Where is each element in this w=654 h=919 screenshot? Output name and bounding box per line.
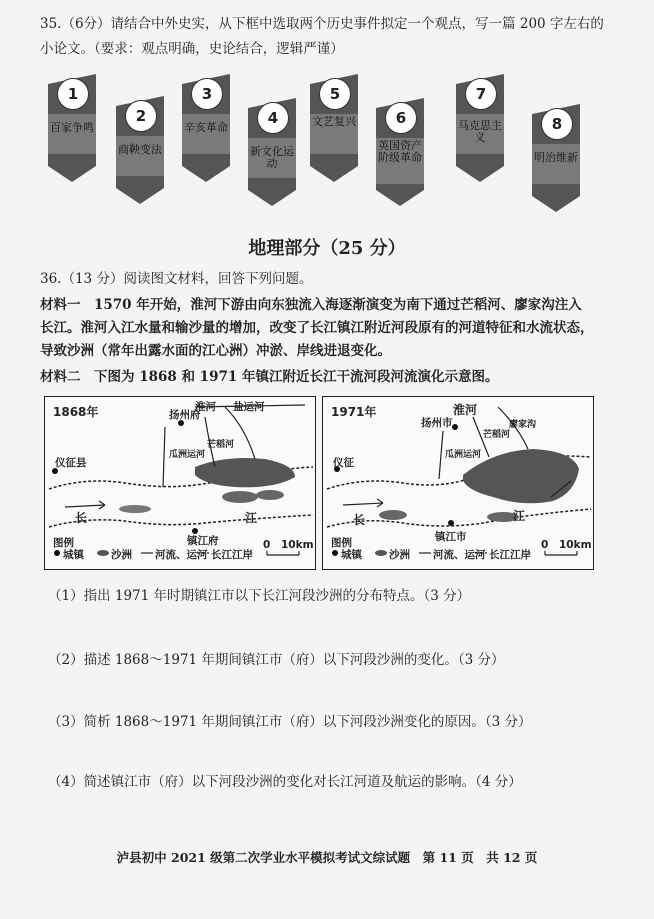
event-number: 1 [57, 78, 89, 110]
q35-line1: 35.（6分）请结合中外史实，从下框中选取两个历史事件拟定一个观点，写一篇 200 字左右的 [40, 16, 604, 32]
event-label: 明治维新 [534, 151, 578, 164]
question-1: （1）指出 1971 年时期镇江市以下长江河段沙洲的分布特点。（3 分） [48, 588, 471, 604]
label-mangdao: 芒稻河 [207, 440, 235, 450]
legend-city: 城镇 [341, 549, 362, 561]
event-tag-1 [44, 70, 100, 188]
section-title: 地理部分（25 分） [248, 238, 406, 259]
legend-river: 河流、运河 [155, 549, 208, 561]
label-chang: 长 [353, 513, 366, 527]
label-yangzhou: 扬州府 [169, 409, 201, 421]
event-tag-2 [112, 92, 168, 210]
legend-city: 城镇 [63, 549, 84, 561]
event-label: 文艺复兴 [312, 115, 356, 128]
material1-line1: 材料一 1570 年开始，淮河下游由向东独流入海逐渐演变为南下通过芒稻河、廖家沟注入 [40, 297, 582, 313]
question-4: （4）简述镇江市（府）以下河段沙洲的变化对长江河道及航运的影响。（4 分） [48, 774, 522, 790]
label-canal: 盐运河 [233, 401, 265, 413]
label-liaojia: 廖家沟 [509, 420, 537, 430]
event-tag-7 [452, 70, 508, 188]
label-jiang: 江 [245, 511, 258, 525]
scale-zero: 0 [541, 539, 549, 551]
event-label: 商鞅变法 [118, 143, 162, 156]
question-2: （2）描述 1868～1971 年期间镇江市（府）以下河段沙洲的变化。（3 分） [48, 652, 505, 668]
material1-line2: 长江。淮河入江水量和输沙量的增加，改变了长江镇江附近河段原有的河道特征和水流状态， [40, 320, 594, 336]
map-1868 [44, 396, 316, 570]
legend-bank: 长江江岸 [489, 549, 531, 561]
label-zhenjiang: 镇江府 [187, 535, 219, 547]
question-3: （3）简析 1868～1971 年期间镇江市（府）以下河段沙洲变化的原因。（3 分） [48, 714, 532, 730]
label-huaihe: 淮河 [453, 403, 478, 417]
legend-bank: 长江江岸 [211, 549, 253, 561]
q36-intro: 36.（13 分）阅读图文材料，回答下列问题。 [40, 271, 313, 287]
event-tag-4 [244, 94, 300, 212]
event-tag-5 [306, 70, 362, 188]
event-number: 7 [465, 78, 497, 110]
label-yizheng: 仪征县 [55, 457, 87, 469]
event-label: 新文化运动 [250, 145, 294, 170]
label-yangzhou: 扬州市 [421, 417, 453, 429]
event-number: 8 [541, 108, 573, 140]
legend-river: 河流、运河 [433, 549, 486, 561]
legend-sand: 沙洲 [389, 549, 410, 561]
label-jiang: 江 [513, 509, 526, 523]
scale-label: 10km [281, 539, 314, 551]
page-footer: 泸县初中 2021 级第二次学业水平模拟考试文综试题 第 11 页 共 12 页 [116, 850, 538, 865]
legend-sand: 沙洲 [111, 549, 132, 561]
legend-title: 图例 [53, 537, 74, 549]
event-tag-8 [528, 100, 584, 218]
event-label: 马克思主义 [458, 119, 502, 144]
map-1971 [322, 396, 594, 570]
scale-zero: 0 [263, 539, 271, 551]
material1-line3: 导致沙洲（常年出露水面的江心洲）冲淤、岸线进退变化。 [40, 343, 391, 359]
map-year: 1868年 [53, 405, 99, 419]
event-tag-6 [372, 94, 428, 212]
label-chang: 长 [75, 511, 88, 525]
label-mangdao: 芒稻河 [483, 430, 511, 440]
label-guazhou: 瓜洲运河 [445, 450, 482, 460]
q35-line2: 小论文。（要求：观点明确，史论结合，逻辑严谨） [40, 41, 344, 57]
legend-title: 图例 [331, 537, 352, 549]
label-huaihe: 淮河 [195, 401, 216, 413]
event-tag-3 [178, 70, 234, 188]
material2: 材料二 下图为 1868 和 1971 年镇江附近长江干流河段河流演化示意图。 [40, 369, 499, 385]
scale-label: 10km [559, 539, 592, 551]
event-number: 2 [125, 100, 157, 132]
label-zhenjiang: 镇江市 [435, 531, 467, 543]
label-guazhou: 瓜洲运河 [169, 450, 206, 460]
event-number: 6 [385, 102, 417, 134]
event-label: 辛亥革命 [184, 121, 228, 134]
map-year: 1971年 [331, 405, 377, 419]
event-number: 4 [257, 102, 289, 134]
event-number: 5 [319, 78, 351, 110]
event-label: 英国资产阶级革命 [378, 139, 422, 164]
event-number: 3 [191, 78, 223, 110]
event-label: 百家争鸣 [50, 121, 94, 134]
label-yizheng: 仪征 [333, 457, 354, 469]
